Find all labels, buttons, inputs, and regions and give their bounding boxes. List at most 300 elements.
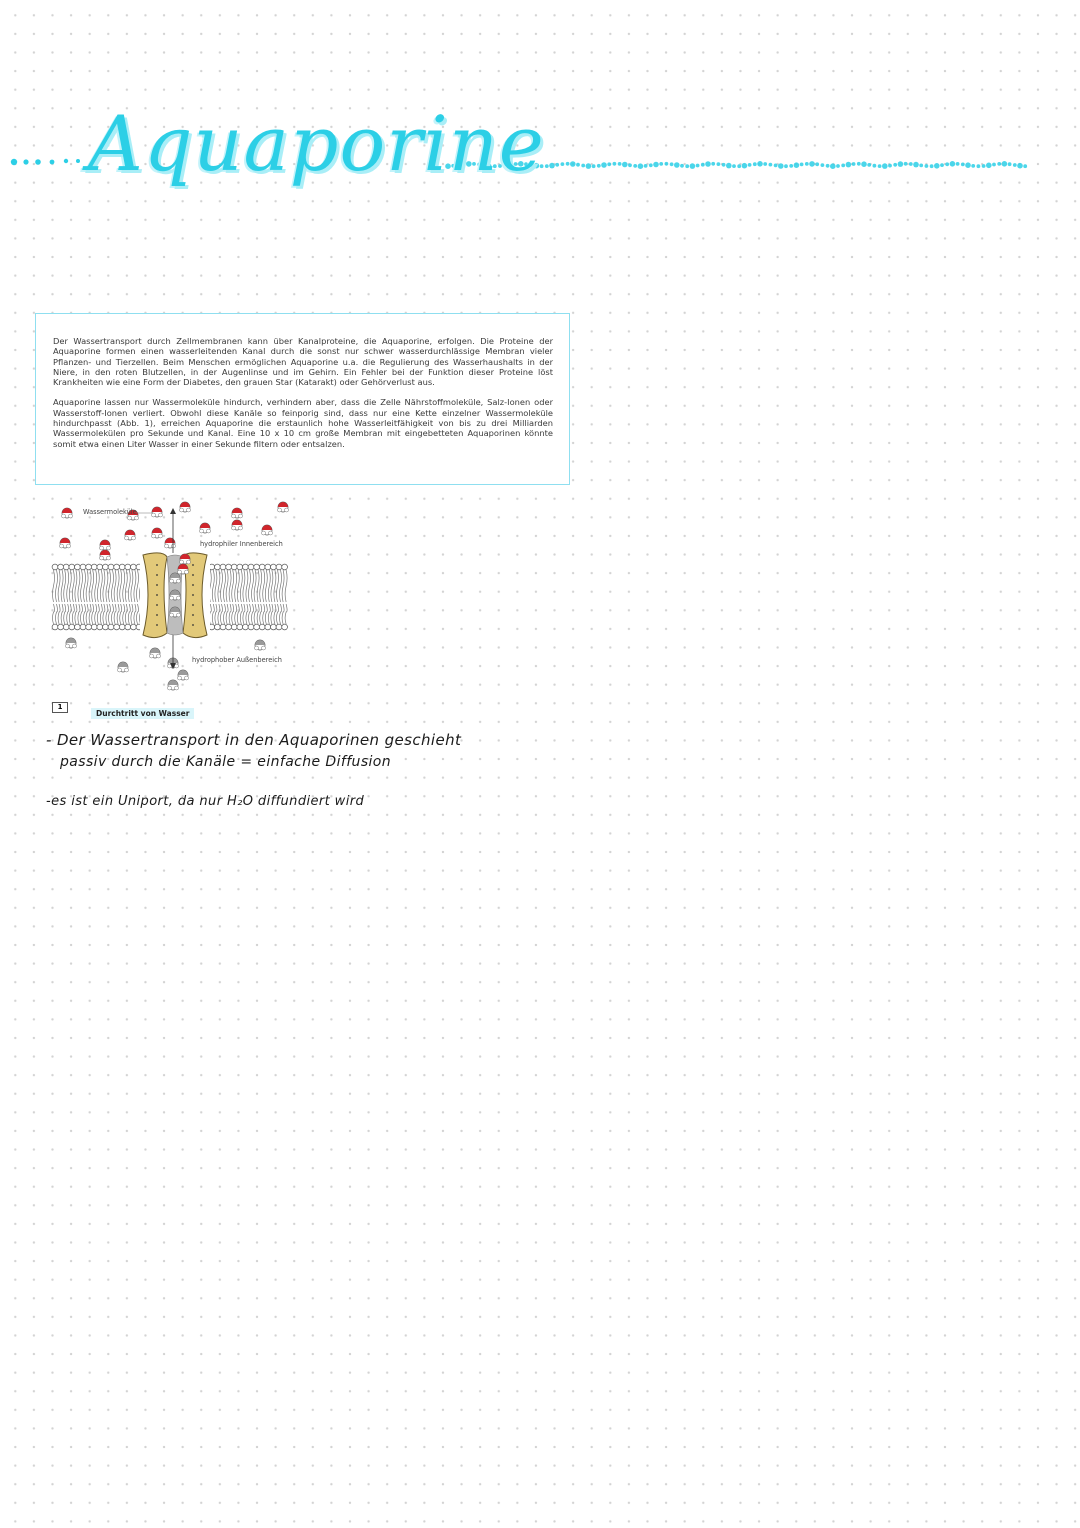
lipid-tail (240, 604, 242, 624)
lipid-head (231, 624, 237, 630)
decor-dot (982, 164, 986, 168)
lipid-tail (246, 604, 248, 624)
lipid-tail (285, 570, 287, 602)
lipid-head (108, 564, 114, 570)
decor-dot (722, 163, 726, 167)
lipid-head (103, 564, 109, 570)
decor-dot (977, 164, 981, 168)
decor-dot (674, 162, 680, 168)
lipid-tail (285, 604, 287, 624)
decor-dot (809, 161, 815, 167)
lipid-tail (237, 604, 239, 624)
figure-number: 1 (52, 702, 68, 713)
lipid-tail (243, 570, 245, 602)
decor-dot (638, 163, 644, 169)
lipid-tail (246, 570, 248, 602)
lipid-tail (271, 570, 273, 602)
decor-dot (1017, 163, 1023, 169)
lipid-tail (120, 604, 122, 624)
water-molecule (200, 523, 211, 533)
channel-dot (192, 574, 194, 576)
lipid-tail (58, 570, 60, 602)
lipid-tail (134, 570, 136, 602)
lipid-tail (61, 604, 63, 624)
lipid-tail (114, 604, 116, 624)
decor-dot (732, 164, 736, 168)
decor-dot (882, 163, 888, 169)
lipid-tail (123, 570, 125, 602)
water-molecule (170, 590, 181, 600)
lipid-head (80, 624, 86, 630)
decor-dot (696, 164, 700, 168)
aquaporin-diagram (45, 495, 305, 720)
lipid-tail (123, 604, 125, 624)
lipid-tail (69, 570, 71, 602)
decor-dot (904, 162, 908, 166)
channel-dot (192, 584, 194, 586)
lipid-tail (64, 570, 66, 602)
water-molecule (278, 502, 289, 512)
decor-dot (644, 164, 648, 168)
lipid-head (114, 564, 120, 570)
decor-dot (965, 162, 971, 168)
decor-dot (821, 163, 825, 167)
decor-dot (934, 163, 940, 169)
lipid-tail (237, 570, 239, 602)
decor-dot (601, 162, 607, 168)
lipid-tail (100, 570, 102, 602)
lipid-tail (78, 570, 80, 602)
lipid-tail (257, 604, 259, 624)
lipid-head (226, 564, 232, 570)
lipid-tail (215, 570, 217, 602)
lipid-tail (86, 570, 88, 602)
decor-dot (705, 161, 711, 167)
decor-dot (774, 164, 778, 168)
decor-dot (873, 164, 877, 168)
water-molecule (62, 508, 73, 518)
water-molecule (232, 520, 243, 530)
water-molecule (118, 662, 129, 672)
lipid-tail (125, 604, 127, 624)
decor-dot (956, 162, 960, 166)
figure-caption: Durchtritt von Wasser (91, 708, 194, 719)
lipid-head (69, 624, 75, 630)
decor-dot (23, 159, 28, 164)
lipid-tail (75, 570, 77, 602)
water-molecule (60, 538, 71, 548)
lipid-tail (263, 570, 265, 602)
decor-dot (737, 164, 741, 168)
decor-dot (867, 163, 871, 167)
decor-dot (561, 162, 565, 166)
note-line-2: passiv durch die Kanäle = einfache Diffusion (60, 754, 392, 770)
lipid-head (52, 564, 58, 570)
lipid-head (86, 564, 92, 570)
decor-dot (945, 162, 949, 166)
decor-dot (815, 162, 819, 166)
lipid-tail (243, 604, 245, 624)
decor-dot (633, 164, 637, 168)
lipid-tail (271, 604, 273, 624)
decor-dot (726, 163, 732, 169)
note-line-3: -es ist ein Uniport, da nur H₂O diffundiert wird (46, 794, 365, 809)
lipid-tail (53, 570, 55, 602)
lipid-tail (265, 570, 267, 602)
lipid-tail (95, 604, 97, 624)
info-paragraph-2: Aquaporine lassen nur Wassermoleküle hindurch, verhindern aber, dass die Zelle Nährstoffmoleküle, Salz-Ionen oder Wasserstoff-Ionen verliert. Obwohl diese Kanäle so feinporig sind, dass nur eine Kette einzelner Wassermoleküle hindurchpasst (Abb. 1), erreichen Aquaporine die erstaunlich hohe Wasserleitfähigkeit von bis zu drei Milliarden Wassermolekülen pro Sekunde und Kanal. Eine 10 x 10 cm große Membran mit eingebetteten Aquaporinen könnte somit etwa einen Liter Wasser in einer Sekunde filtern oder entsalzen. (53, 397, 553, 449)
lipid-tail (240, 570, 242, 602)
decor-dot (1023, 164, 1027, 168)
decor-dot (893, 163, 897, 167)
lipid-tail (53, 604, 55, 624)
water-molecule (100, 540, 111, 550)
lipid-head (63, 624, 69, 630)
channel-dot (156, 594, 158, 596)
decor-dot (1002, 161, 1008, 167)
lipid-head (237, 624, 243, 630)
lipid-tail (78, 604, 80, 624)
lipid-head (220, 564, 226, 570)
decor-dot (1008, 162, 1012, 166)
lipid-tail (81, 604, 83, 624)
decor-dot (992, 163, 996, 167)
lipid-tail (282, 604, 284, 624)
lipid-head (75, 564, 81, 570)
lipid-head (220, 624, 226, 630)
channel-dot (156, 584, 158, 586)
lipid-tail (114, 570, 116, 602)
decor-dot (618, 162, 622, 166)
water-molecule (180, 554, 191, 564)
lipid-tail (97, 570, 99, 602)
decor-dot (925, 164, 929, 168)
water-molecule (178, 670, 189, 680)
decor-dot (1013, 163, 1017, 167)
lipid-head (271, 624, 277, 630)
lipid-head (265, 564, 271, 570)
water-molecule (66, 638, 77, 648)
lipid-head (119, 564, 125, 570)
water-molecule (100, 550, 111, 560)
decor-dot (748, 163, 752, 167)
lipid-tail (212, 604, 214, 624)
decor-dot (742, 163, 748, 169)
lipid-head (103, 624, 109, 630)
channel-dot (156, 624, 158, 626)
lipid-tail (117, 570, 119, 602)
lipid-head (259, 564, 265, 570)
decor-dot (717, 162, 721, 166)
lipid-tail (56, 570, 58, 602)
lipid-tail (117, 604, 119, 624)
lipid-head (231, 564, 237, 570)
label-water-molecules: Wassermoleküle (83, 508, 137, 516)
decor-dot (757, 161, 763, 167)
lipid-tail (260, 604, 262, 624)
lipid-tail (103, 604, 105, 624)
decor-dot (836, 164, 840, 168)
lipid-tail (100, 604, 102, 624)
lipid-head (91, 624, 97, 630)
lipid-tail (106, 570, 108, 602)
lipid-tail (67, 570, 69, 602)
lipid-tail (229, 570, 231, 602)
label-hydrophobic-outer: hydrophober Außenbereich (192, 656, 282, 664)
channel-dot (192, 594, 194, 596)
decor-dot (659, 162, 663, 166)
lipid-tail (89, 604, 91, 624)
decor-dot (665, 162, 669, 166)
lipid-tail (92, 604, 94, 624)
note-line-1: - Der Wassertransport in den Aquaporinen geschieht (46, 731, 462, 749)
lipid-tail (260, 570, 262, 602)
lipid-tail (221, 604, 223, 624)
decor-dot (861, 161, 867, 167)
decor-dot (555, 163, 559, 167)
lipid-tail (137, 604, 139, 624)
decor-dot (940, 163, 944, 167)
lipid-head (75, 624, 81, 630)
lipid-tail (137, 570, 139, 602)
lipid-head (119, 624, 125, 630)
lipid-tail (235, 570, 237, 602)
lipid-head (243, 564, 249, 570)
lipid-tail (268, 570, 270, 602)
lipid-tail (265, 604, 267, 624)
lipid-tail (235, 604, 237, 624)
decor-dot (11, 159, 17, 165)
lipid-tail (72, 570, 74, 602)
water-molecule (170, 607, 181, 617)
lipid-head (226, 624, 232, 630)
lipid-tail (249, 604, 251, 624)
decor-dot (919, 164, 923, 168)
lipid-tail (254, 570, 256, 602)
lipid-tail (257, 570, 259, 602)
lipid-head (125, 624, 131, 630)
lipid-head (97, 564, 103, 570)
lipid-tail (274, 570, 276, 602)
lipid-tail (128, 604, 130, 624)
lipid-head (271, 564, 277, 570)
lipid-head (58, 624, 64, 630)
lipid-tail (252, 604, 254, 624)
lipid-head (63, 564, 69, 570)
decor-dot (586, 163, 592, 169)
lipid-tail (109, 604, 111, 624)
decor-dot (763, 162, 767, 166)
decor-dot (778, 163, 784, 169)
lipid-head (276, 624, 282, 630)
channel-dot (192, 624, 194, 626)
lipid-tail (221, 570, 223, 602)
decor-dot (576, 163, 580, 167)
lipid-tail (232, 570, 234, 602)
lipid-tail (277, 570, 279, 602)
decor-dot (794, 162, 800, 168)
decor-dot (680, 164, 684, 168)
decor-dot (888, 164, 892, 168)
decor-dot (805, 162, 809, 166)
decor-dot (690, 163, 696, 169)
aquaporin-figure (45, 495, 305, 720)
decor-dot (753, 162, 757, 166)
lipid-tail (81, 570, 83, 602)
lipid-tail (112, 604, 114, 624)
lipid-tail (64, 604, 66, 624)
page-title: Aquaporine (88, 99, 545, 188)
decor-dot (622, 162, 628, 168)
decor-dot (950, 161, 956, 167)
lipid-tail (226, 570, 228, 602)
decor-dot (913, 162, 919, 168)
decor-dot (769, 163, 773, 167)
decor-dot (826, 164, 830, 168)
lipid-tail (224, 604, 226, 624)
lipid-head (125, 564, 131, 570)
lipid-tail (112, 570, 114, 602)
water-molecule (255, 640, 266, 650)
lipid-tail (69, 604, 71, 624)
channel-dot (192, 614, 194, 616)
lipid-tail (128, 570, 130, 602)
info-paragraph-1: Der Wassertransport durch Zellmembranen kann über Kanalproteine, die Aquaporine, erfolgen. Die Proteine der Aquaporine formen einen wasserleitenden Kanal durch die sonst nur schwer wasserdurchlässige Membran vieler Pflanzen- und Tierzellen. Beim Menschen ermöglichen Aquaporine u.a. die Regulierung des Wasserhaushalts in der Niere, in den roten Blutzellen, in der Augenlinse und im Gehirn. Ein Fehler bei der Funktion dieser Proteine löst Krankheiten wie eine Form der Diabetes, den grauen Star (Katarakt) oder Gehörverlust aus. (53, 336, 553, 388)
water-molecule (178, 564, 189, 574)
lipid-tail (280, 570, 282, 602)
lipid-head (215, 624, 221, 630)
lipid-tail (277, 604, 279, 624)
lipid-tail (232, 604, 234, 624)
decor-dot (549, 163, 555, 169)
decor-dot (685, 164, 689, 168)
water-molecule (152, 507, 163, 517)
decor-dot (857, 162, 861, 166)
channel-dot (156, 614, 158, 616)
decor-dot (597, 164, 601, 168)
lipid-tail (58, 604, 60, 624)
lipid-head (282, 624, 288, 630)
water-molecule (170, 573, 181, 583)
water-molecule (168, 680, 179, 690)
decor-dot (784, 164, 788, 168)
lipid-tail (95, 570, 97, 602)
lipid-tail (84, 604, 86, 624)
arrow-up-head (170, 508, 176, 514)
lipid-tail (75, 604, 77, 624)
decor-dot (711, 162, 715, 166)
lipid-head (108, 624, 114, 630)
lipid-tail (254, 604, 256, 624)
decor-dot (64, 159, 68, 163)
lipid-tail (92, 570, 94, 602)
lipid-tail (89, 570, 91, 602)
water-molecule (152, 528, 163, 538)
lipid-head (259, 624, 265, 630)
lipid-tail (56, 604, 58, 624)
label-hydrophilic-inner: hydrophiler Innenbereich (200, 540, 283, 548)
lipid-tail (67, 604, 69, 624)
lipid-head (248, 564, 254, 570)
lipid-head (69, 564, 75, 570)
water-molecule (165, 538, 176, 548)
water-molecule (180, 502, 191, 512)
lipid-tail (212, 570, 214, 602)
decor-dot (670, 162, 674, 166)
channel-dot (156, 564, 158, 566)
lipid-tail (282, 570, 284, 602)
decor-dot (909, 162, 913, 166)
lipid-head (276, 564, 282, 570)
lipid-head (91, 564, 97, 570)
lipid-head (254, 624, 260, 630)
lipid-head (248, 624, 254, 630)
lipid-tail (131, 604, 133, 624)
decor-dot (628, 163, 632, 167)
lipid-head (131, 564, 137, 570)
lipid-tail (103, 570, 105, 602)
lipid-tail (120, 570, 122, 602)
lipid-head (114, 624, 120, 630)
decor-dot (50, 160, 55, 165)
lipid-tail (249, 570, 251, 602)
lipid-head (265, 624, 271, 630)
lipid-tail (263, 604, 265, 624)
decor-dot (986, 163, 992, 169)
lipid-head (97, 624, 103, 630)
decor-dot (653, 162, 659, 168)
lipid-tail (229, 604, 231, 624)
lipid-tail (218, 570, 220, 602)
lipid-tail (268, 604, 270, 624)
lipid-tail (280, 604, 282, 624)
decor-dot (607, 162, 611, 166)
decor-dot (898, 161, 904, 167)
decor-dot (878, 164, 882, 168)
lipid-tail (226, 604, 228, 624)
decor-dot (800, 163, 804, 167)
channel-dot (156, 574, 158, 576)
info-textbox (35, 313, 570, 485)
decor-dot (613, 162, 617, 166)
decor-dot (592, 164, 596, 168)
decor-dot (35, 159, 41, 165)
decor-dot (581, 164, 585, 168)
channel-dot (192, 564, 194, 566)
lipid-head (243, 624, 249, 630)
decor-dot (570, 161, 576, 167)
water-molecule (232, 508, 243, 518)
decor-dot (830, 163, 836, 169)
lipid-head (58, 564, 64, 570)
water-molecule (262, 525, 273, 535)
lipid-tail (252, 570, 254, 602)
decor-dot (841, 164, 845, 168)
decor-dot (566, 162, 570, 166)
decor-dot (997, 162, 1001, 166)
decor-dot (846, 162, 852, 168)
lipid-tail (84, 570, 86, 602)
lipid-tail (125, 570, 127, 602)
lipid-tail (131, 570, 133, 602)
decor-dot (971, 164, 975, 168)
lipid-tail (109, 570, 111, 602)
lipid-head (131, 624, 137, 630)
lipid-head (254, 564, 260, 570)
decor-dot (930, 164, 934, 168)
title-banner (0, 95, 1080, 245)
lipid-head (52, 624, 58, 630)
